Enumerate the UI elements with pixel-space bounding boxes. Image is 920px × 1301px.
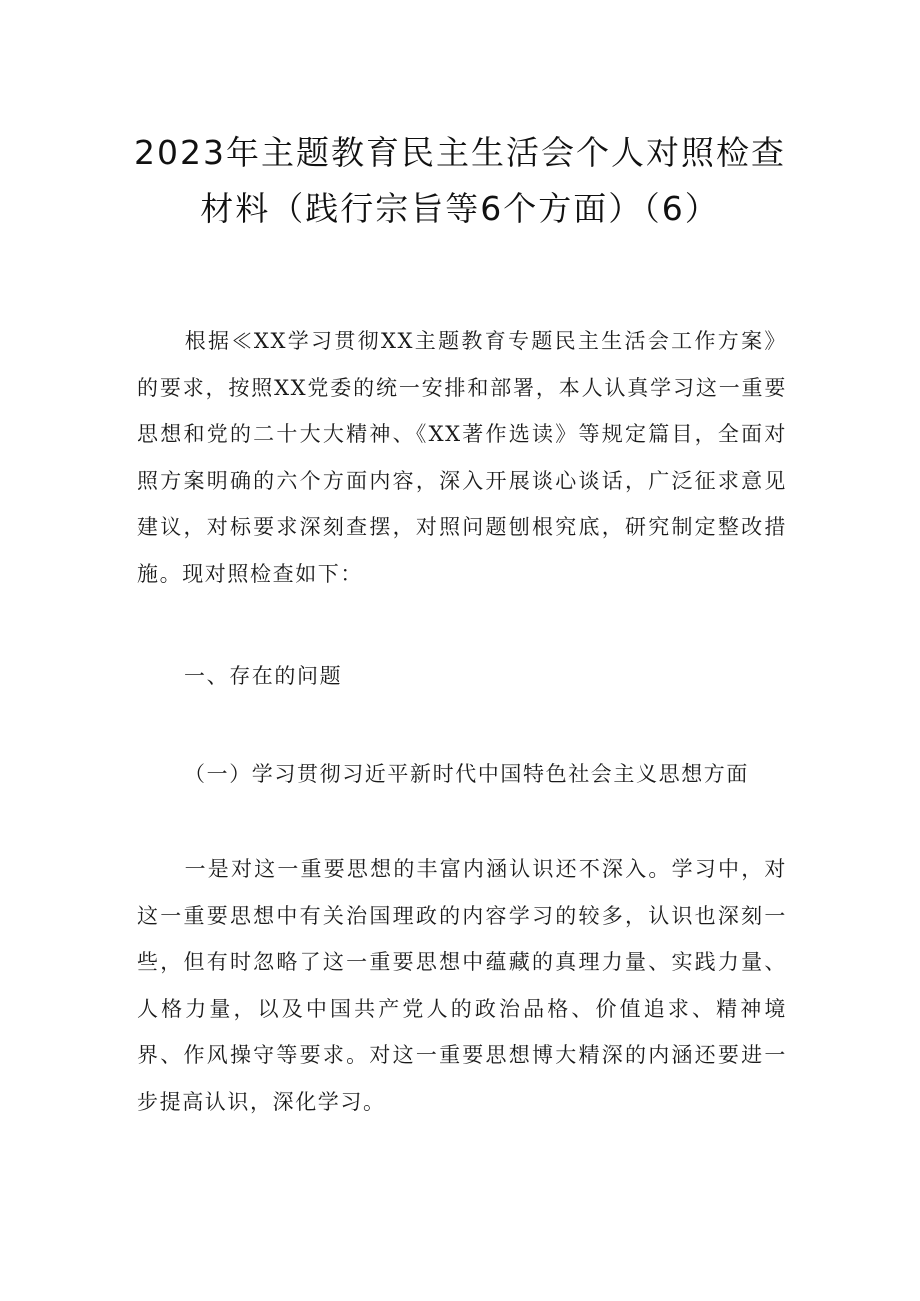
body-paragraph — [137, 846, 787, 1125]
intro-paragraph — [137, 318, 787, 597]
section-heading: 一、存在的问题 — [184, 664, 343, 688]
body-paragraph-text: 一是对这一重要思想的丰富内涵认识还不深入。学习中，对这一重要思想中有关治国理政的内容学习的较多，认识也深刻一些，但有时忽略了这一重要思想中蕴藏的真理力量、实践力量、人格力量，以及中国共产党人的政治品格、价值追求、精神境界、作风操守等要求。对这一重要思想博大精深的内涵还要进一步提高认识，深化学习。 — [137, 857, 787, 1114]
subsection-heading: （一）学习贯彻习近平新时代中国特色社会主义思想方面 — [184, 762, 749, 786]
document-title-line-1: 2023年主题教育民主生活会个人对照检查 — [134, 133, 786, 172]
intro-paragraph-text: 根据≪XX学习贯彻XX主题教育专题民主生活会工作方案》的要求，按照XX党委的统一安排和部署，本人认真学习这一重要思想和党的二十大大精神、《XX著作选读》等规定篇目，全面对照方案明确的六个方面内容，深入开展谈心谈话，广泛征求意见建议，对标要求深刻查摆，对照问题刨根究底，研究制定整改措施。现对照检查如下： — [137, 329, 787, 586]
document-title-line-2: 材料（践行宗旨等6个方面）（6） — [200, 189, 720, 228]
